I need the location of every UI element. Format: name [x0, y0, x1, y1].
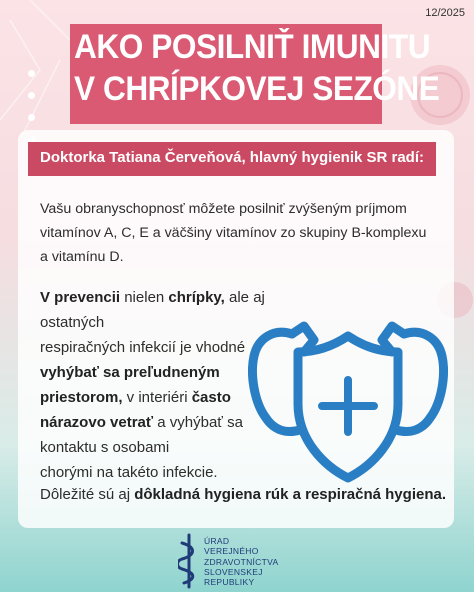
public-health-authority-logo-icon [178, 533, 200, 589]
hygiene-paragraph: Dôležité sú aj dôkladná hygiena rúk a respiračná hygiena. [40, 486, 446, 503]
title-line-1: AKO POSILNIŤ IMUNITU [74, 28, 431, 66]
title-line-2: V CHRÍPKOVEJ SEZÓNE [74, 70, 440, 108]
prevention-paragraph: V prevencii nielen chrípky, ale aj ostatných respiračných infekcií je vhodné vyhýbať sa preľudneným priestorom, v interiéri často nárazovo vetrať a vyhýbať sa kontaktu s osobami chorými na takéto infekcie. [40, 289, 265, 481]
page-date: 12/2025 [425, 7, 465, 19]
vitamins-paragraph: Vašu obranyschopnosť môžete posilniť zvýšeným príjmom vitamínov A, C, E a väčšiny vitamínov zo skupiny B-komplexu a vitamínu D. [40, 201, 427, 265]
shield-with-cross-and-flexed-arms-icon [248, 318, 448, 488]
page-title [74, 26, 439, 110]
organization-name: ÚRAD VEREJNÉHO ZDRAVOTNÍCTVA SLOVENSKEJ REPUBLIKY [204, 536, 279, 588]
advice-banner-text: Doktorka Tatiana Červeňová, hlavný hygienik SR radí: [40, 149, 425, 166]
